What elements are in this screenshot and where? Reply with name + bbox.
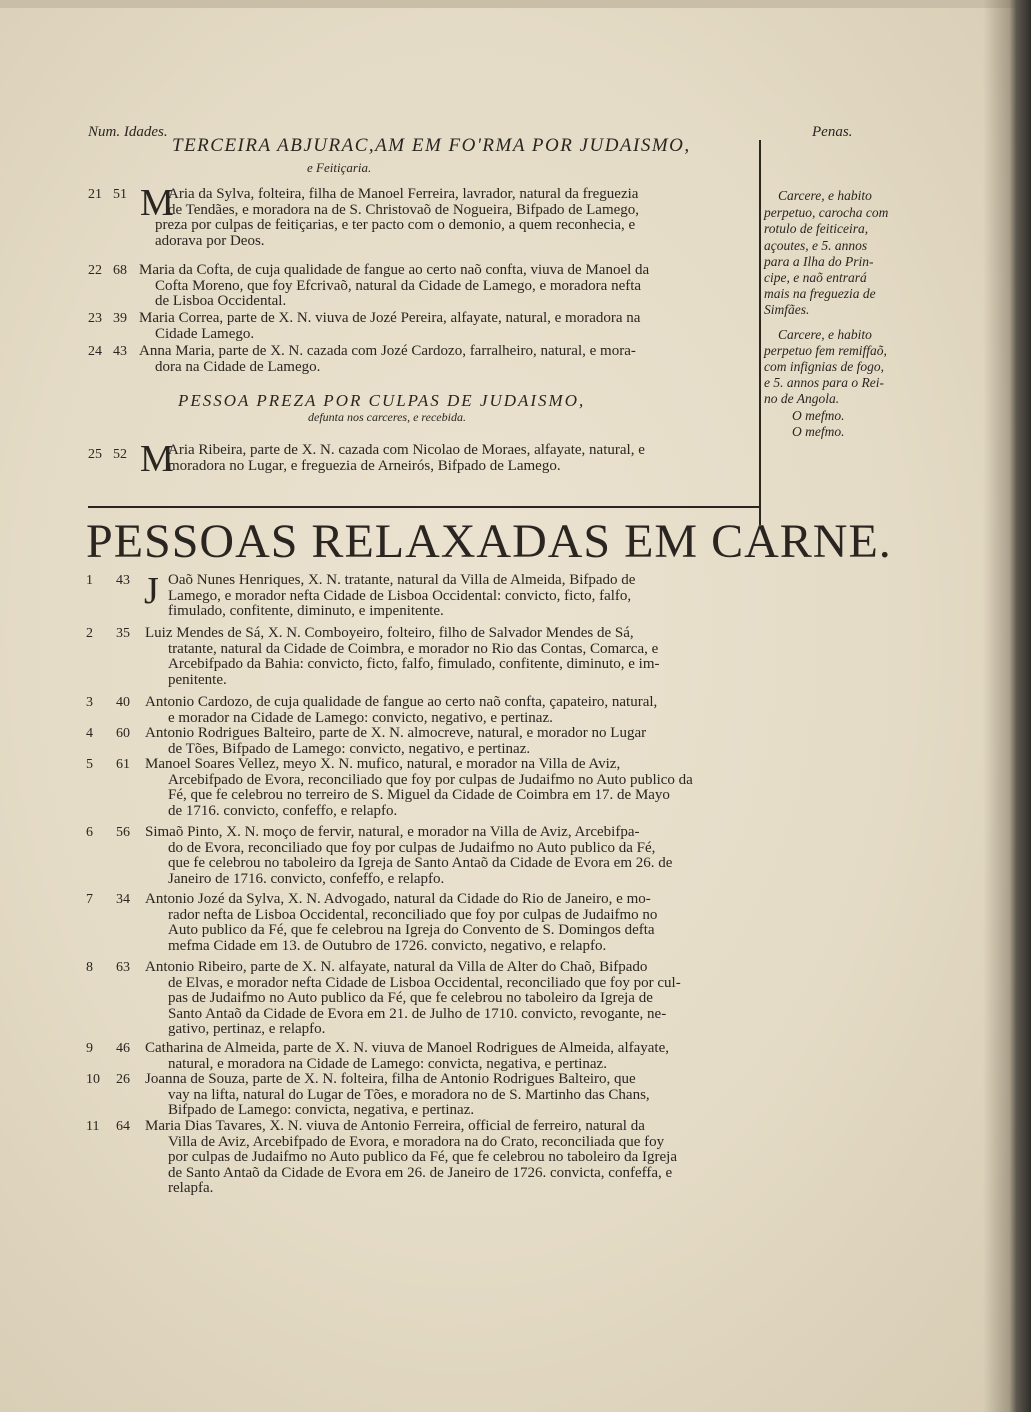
entry-text-line: gativo, pertinaz, e relapfo. — [168, 1021, 326, 1037]
entry-number: 7 — [86, 892, 93, 907]
entry-text-line: Villa de Aviz, Arcebifpado de Evora, e moradora na do Crato, reconciliada que foy — [168, 1133, 665, 1150]
entry-age: 56 — [116, 825, 130, 840]
scan-top-edge — [0, 0, 1031, 8]
penalty-line: perpetuo, carocha com — [764, 205, 889, 220]
entry-text-line: Santo Antaõ da Cidade de Evora em 21. de Julho de 1710. convicto, revogante, ne- — [168, 1005, 667, 1022]
main-section-title: PESSOAS RELAXADAS EM CARNE. — [86, 515, 892, 568]
entry-text-line: natural, e moradora na Cidade de Lamego: convicta, negativa, e pertinaz. — [168, 1055, 607, 1072]
penalty-line: Carcere, e habito — [778, 188, 872, 203]
penalty-line: cipe, e naõ entrará — [764, 270, 867, 285]
subsection-title: PESSOA PREZA POR CULPAS DE JUDAISMO, — [178, 391, 586, 410]
column-divider — [759, 140, 761, 525]
column-header-numbers-ages: Num. Idades. — [88, 124, 168, 140]
entry-age: 46 — [116, 1041, 130, 1056]
entry-text-line: Oaõ Nunes Henriques, X. N. tratante, natural da Villa de Almeida, Bifpado de — [168, 572, 636, 588]
entry-number: 3 — [86, 695, 93, 710]
penalty-line: O mefmo. — [792, 424, 845, 439]
penalty-line: com infignias de fogo, — [764, 359, 884, 374]
column-header-penalties: Penas. — [812, 124, 853, 140]
entry-number: 4 — [86, 726, 93, 741]
entry-number: 11 — [86, 1119, 100, 1134]
section-rule — [88, 506, 760, 508]
entry-text-line: dora na Cidade de Lamego. — [155, 358, 321, 375]
entry-text-line: Cofta Moreno, que foy Efcrivaõ, natural da Cidade de Lamego, e moradora nefta — [155, 277, 642, 294]
entry-text-line: pas de Judaifmo no Auto publico da Fé, que fe celebrou no taboleiro da Igreja de — [168, 990, 653, 1006]
entry-text-line: Bifpado de Lamego: convicta, negativa, e pertinaz. — [168, 1102, 475, 1118]
entry-age: 34 — [116, 892, 130, 907]
entry-text-line: que fe celebrou no taboleiro da Igreja de Santo Antaõ da Cidade de Evora em 26. de — [168, 855, 673, 871]
penalty-line: açoutes, e 5. annos — [764, 238, 868, 253]
entry-number: 8 — [86, 960, 93, 975]
entry-number: 21 — [88, 187, 102, 202]
entry-text-line: Cidade Lamego. — [155, 325, 255, 342]
entry-number: 25 — [88, 447, 102, 462]
section-title-abjuration: TERCEIRA ABJURAC,AM EM FO'RMA POR JUDAISMO, — [172, 135, 691, 156]
penalty-line: O mefmo. — [792, 408, 845, 423]
entry-text-line: Joanna de Souza, parte de X. N. folteira, filha de Antonio Rodrigues Balteiro, que — [145, 1071, 636, 1087]
entry-age: 43 — [113, 344, 127, 359]
entry-age: 39 — [113, 311, 127, 326]
penalty-line: no de Angola. — [764, 391, 840, 406]
entry-age: 61 — [116, 757, 130, 772]
entry-text-line: Antonio Cardozo, de cuja qualidade de fangue ao certo naõ confta, çapateiro, natural, — [145, 694, 658, 710]
entry-text-line: Simaõ Pinto, X. N. moço de fervir, natural, e morador na Villa de Aviz, Arcebifpa- — [145, 824, 640, 840]
entry-age: 51 — [113, 187, 127, 202]
entry-text-line: de Tões, Bifpado de Lamego: convicto, negativo, e pertinaz. — [168, 740, 531, 757]
entry-age: 64 — [116, 1119, 130, 1134]
entry-text-line: do de Evora, reconciliado que foy por culpas de Judaifmo no Auto publico da Fé, — [168, 839, 656, 856]
entry-number: 22 — [88, 263, 102, 278]
entry-age: 60 — [116, 726, 130, 741]
entry-age: 63 — [116, 960, 130, 975]
entry-text-line: mefma Cidade em 13. de Outubro de 1726. convicto, negativo, e relapfo. — [168, 937, 607, 954]
entry-age: 40 — [116, 695, 130, 710]
entry-text-line: Janeiro de 1716. convicto, confeffo, e relapfo. — [168, 870, 445, 887]
entry-number: 2 — [86, 626, 93, 641]
entry-text-line: de Elvas, e morador nefta Cidade de Lisboa Occidental, reconciliado que foy por cul- — [168, 974, 681, 991]
entry-text-line: e morador na Cidade de Lamego: convicto, negativo, e pertinaz. — [168, 709, 553, 726]
entry-text-line: Aria Ribeira, parte de X. N. cazada com Nicolao de Moraes, alfayate, natural, e — [168, 442, 645, 458]
section-subtitle-abjuration: e Feitiçaria. — [307, 160, 372, 175]
penalty-line: para a Ilha do Prin- — [764, 254, 874, 269]
entry-text-line: rador nefta de Lisboa Occidental, reconciliado que foy por culpas de Judaifmo no — [168, 906, 658, 923]
penalty-line: rotulo de feiticeira, — [764, 221, 869, 236]
drop-cap-m: M — [140, 438, 174, 480]
drop-cap-j: J — [144, 570, 159, 612]
entry-text-line: Auto publico da Fé, que fe celebrou na Igreja do Convento de S. Domingos defta — [168, 922, 655, 938]
entry-text-line: Luiz Mendes de Sá, X. N. Comboyeiro, folteiro, filho de Salvador Mendes de Sá, — [145, 625, 634, 641]
entry-text-line: relapfa. — [168, 1180, 214, 1196]
entry-text-line: Arcebifpado de Evora, reconciliado que foy por culpas de Judaifmo no Auto publico da — [168, 771, 693, 788]
entry-text-line: penitente. — [168, 671, 227, 688]
entry-text-line: Catharina de Almeida, parte de X. N. viuva de Manoel Rodrigues de Almeida, alfayate, — [145, 1040, 669, 1056]
entry-number: 10 — [86, 1072, 100, 1087]
entry-text-line: Anna Maria, parte de X. N. cazada com Jozé Cardozo, farralheiro, natural, e mora- — [139, 343, 636, 359]
penalty-line: perpetuo fem remiffaõ, — [764, 343, 887, 358]
entry-text-line: de Tendães, e moradora na de S. Christovaõ de Nogueira, Bifpado de Lamego, — [168, 201, 640, 218]
entry-number: 6 — [86, 825, 93, 840]
penalty-line: Simfães. — [764, 302, 810, 317]
entry-text-line: de Santo Antaõ da Cidade de Evora em 26. de Janeiro de 1726. convicta, confeffa, e — [168, 1164, 673, 1181]
entry-text-line: Lamego, e morador nefta Cidade de Lisboa Occidental: convicto, ficto, falfo, — [168, 587, 632, 604]
entry-text-line: Maria Correa, parte de X. N. viuva de Jozé Pereira, alfayate, natural, e moradora na — [139, 310, 641, 326]
entry-text-line: Arcebifpado da Bahia: convicto, ficto, falfo, fimulado, confitente, diminuto, e im- — [168, 656, 660, 672]
entry-age: 35 — [116, 626, 130, 641]
page-edge-shadow — [983, 0, 1031, 1412]
entry-text-line: Antonio Ribeiro, parte de X. N. alfayate, natural da Villa de Alter do Chaõ, Bifpado — [145, 959, 648, 975]
entry-text-line: Manoel Soares Vellez, meyo X. N. mufico, natural, e morador na Villa de Aviz, — [145, 756, 621, 772]
entry-text-line: preza por culpas de feitiçarias, e ter pacto com o demonio, a quem reconhecia, e — [155, 217, 636, 233]
entry-age: 26 — [116, 1072, 130, 1087]
entry-text-line: Fé, que fe celebrou no terreiro de S. Miguel da Cidade de Coimbra em 17. de Mayo — [168, 787, 670, 803]
penalty-line: e 5. annos para o Rei- — [764, 375, 884, 390]
entry-text-line: Antonio Rodrigues Balteiro, parte de X. N. almocreve, natural, e morador no Lugar — [145, 725, 647, 741]
entry-text-line: Maria Dias Tavares, X. N. viuva de Antonio Ferreira, official de ferreiro, natural da — [145, 1118, 645, 1134]
entry-text-line: vay na lifta, natural do Lugar de Tões, e moradora no de S. Martinho das Chans, — [168, 1086, 650, 1103]
penalty-line: Carcere, e habito — [778, 327, 872, 342]
entry-age: 52 — [113, 447, 127, 462]
entry-text-line: fimulado, confitente, diminuto, e impenitente. — [168, 603, 444, 619]
entry-text-line: moradora no Lugar, e freguezia de Arneirós, Bifpado de Lamego. — [168, 457, 561, 474]
entry-number: 24 — [88, 344, 102, 359]
drop-cap-m: M — [140, 182, 174, 224]
entry-text-line: Maria da Cofta, de cuja qualidade de fangue ao certo naõ confta, viuva de Manoel da — [139, 262, 650, 278]
entry-text-line: de Lisboa Occidental. — [155, 293, 287, 309]
subsection-subtitle: defunta nos carceres, e recebida. — [308, 410, 466, 424]
entry-text-line: adorava por Deos. — [155, 232, 265, 249]
entry-text-line: tratante, natural da Cidade de Coimbra, e morador no Rio das Contas, Comarca, e — [168, 640, 659, 657]
entry-text-line: Antonio Jozé da Sylva, X. N. Advogado, natural da Cidade do Rio de Janeiro, e mo- — [145, 891, 651, 907]
entry-text-line: de 1716. convicto, confeffo, e relapfo. — [168, 802, 398, 819]
entry-number: 9 — [86, 1041, 93, 1056]
entry-text-line: Aria da Sylva, folteira, filha de Manoel Ferreira, lavrador, natural da freguezia — [168, 186, 639, 202]
entry-age: 68 — [113, 263, 127, 278]
entry-number: 1 — [86, 573, 93, 588]
entry-number: 5 — [86, 757, 93, 772]
entry-text-line: por culpas de Judaifmo no Auto publico da Fé, que fe celebrou no taboleiro da Igreja — [168, 1149, 678, 1165]
entry-age: 43 — [116, 573, 130, 588]
entry-number: 23 — [88, 311, 102, 326]
penalty-line: mais na freguezia de — [764, 286, 876, 301]
